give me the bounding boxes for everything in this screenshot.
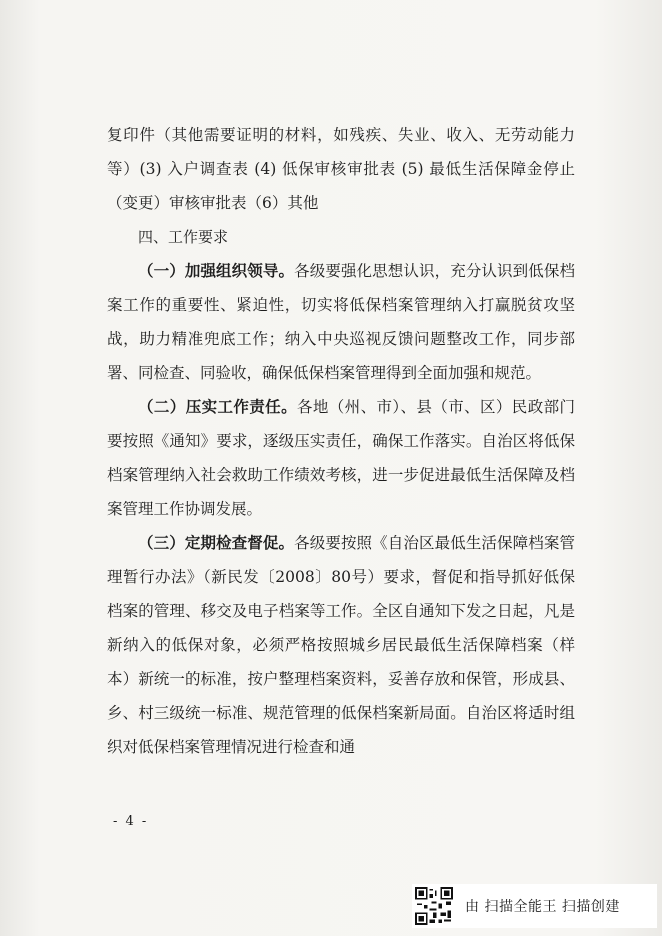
paragraph-3	[107, 526, 575, 764]
qr-code-icon	[415, 887, 453, 925]
paragraph-continuation: 复印件（其他需要证明的材料，如残疾、失业、收入、无劳动能力等）(3) 入户调查表 (4) 低保审核审批表 (5) 最低生活保障金停止（变更）审核审批表（6）其他	[107, 126, 575, 212]
paragraph-3-title: （三）定期检查督促。	[138, 534, 295, 552]
section-heading: 四、工作要求	[138, 228, 229, 246]
scanner-watermark	[412, 884, 657, 928]
paragraph-1	[107, 254, 575, 390]
paragraph-1-title: （一）加强组织领导。	[138, 262, 295, 280]
paragraph-2-body: 各地（州、市）、县（市、区）民政部门要按照《通知》要求，逐级压实责任，确保工作落实。自治区将低保档案管理纳入社会救助工作绩效考核，进一步促进最低生活保障及档案管理工作协调发展。	[107, 398, 575, 518]
paragraph-1-body: 各级要强化思想认识，充分认识到低保档案工作的重要性、紧迫性，切实将低保档案管理纳入打赢脱贫攻坚战，助力精准兜底工作；纳入中央巡视反馈问题整改工作，同步部署、同检查、同验收，确保低保档案管理得到全面加强和规范。	[107, 262, 575, 382]
page-number: - 4 -	[113, 814, 149, 829]
paragraph-2-title: （二）压实工作责任。	[138, 398, 297, 416]
paragraph-2	[107, 390, 575, 526]
document-body	[107, 118, 575, 764]
scanner-watermark-text: 由 扫描全能王 扫描创建	[465, 899, 620, 915]
paragraph-3-body: 各级要按照《自治区最低生活保障档案管理暂行办法》（新民发〔2008〕80号）要求，督促和指导抓好低保档案的管理、移交及电子档案等工作。全区自通知下发之日起，凡是新纳入的低保对象，必须严格按照城乡居民最低生活保障档案（样本）新统一的标准，按户整理档案资料，妥善存放和保管，形成县、乡、村三级统一标准、规范管理的低保档案新局面。自治区将适时组织对低保档案管理情况进行检查和通	[107, 534, 575, 756]
